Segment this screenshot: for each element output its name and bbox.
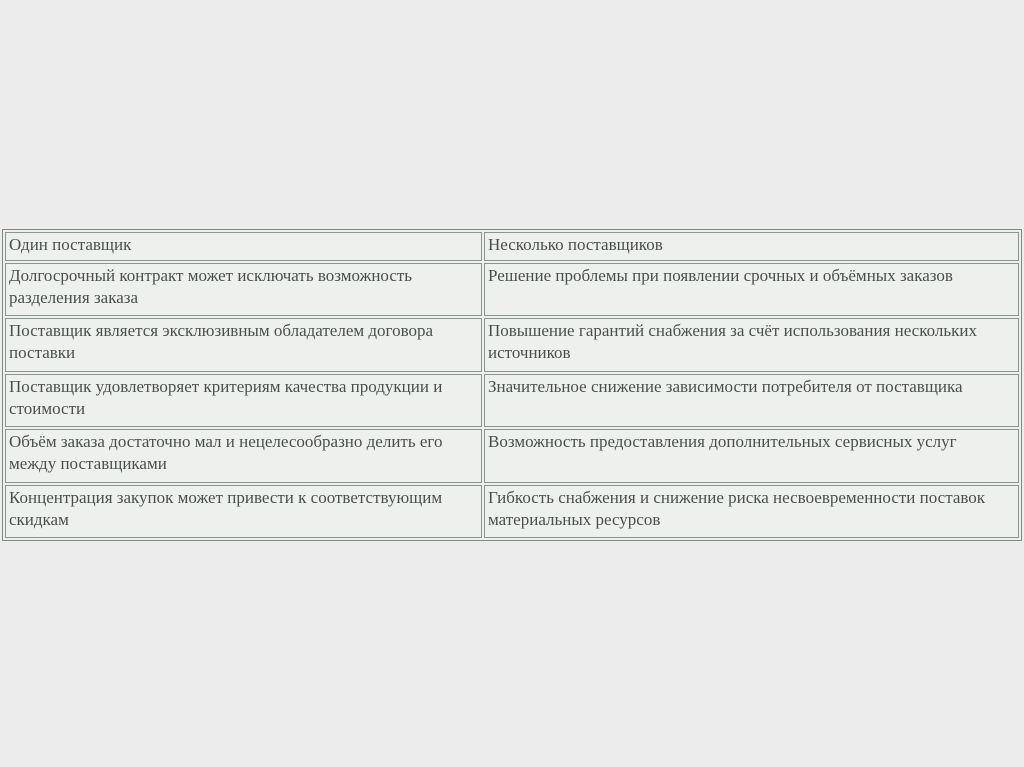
table-cell: Повышение гарантий снабжения за счёт использования нескольких источников [484, 318, 1019, 371]
table-cell: Возможность предоставления дополнительных сервисных услуг [484, 429, 1019, 482]
table-cell: Значительное снижение зависимости потребителя от поставщика [484, 374, 1019, 427]
table-row [5, 485, 1019, 538]
table-header-row [5, 232, 1019, 261]
table-cell: Гибкость снабжения и снижение риска несвоевременности поставок материальных ресурсов [484, 485, 1019, 538]
table-cell: Решение проблемы при появлении срочных и объёмных заказов [484, 263, 1019, 316]
table-row [5, 429, 1019, 482]
table-cell: Долгосрочный контракт может исключать возможность разделения заказа [5, 263, 482, 316]
table-cell: Концентрация закупок может привести к соответствующим скидкам [5, 485, 482, 538]
table [3, 230, 1021, 540]
header-cell-single-supplier: Один поставщик [5, 232, 482, 261]
table-row [5, 318, 1019, 371]
table-cell: Поставщик удовлетворяет критериям качества продукции и стоимости [5, 374, 482, 427]
header-cell-multiple-suppliers: Несколько поставщиков [484, 232, 1019, 261]
comparison-table [2, 229, 1022, 541]
table-row [5, 374, 1019, 427]
table-cell: Объём заказа достаточно мал и нецелесообразно делить его между поставщиками [5, 429, 482, 482]
table-row [5, 263, 1019, 316]
table-cell: Поставщик является эксклюзивным обладателем договора поставки [5, 318, 482, 371]
